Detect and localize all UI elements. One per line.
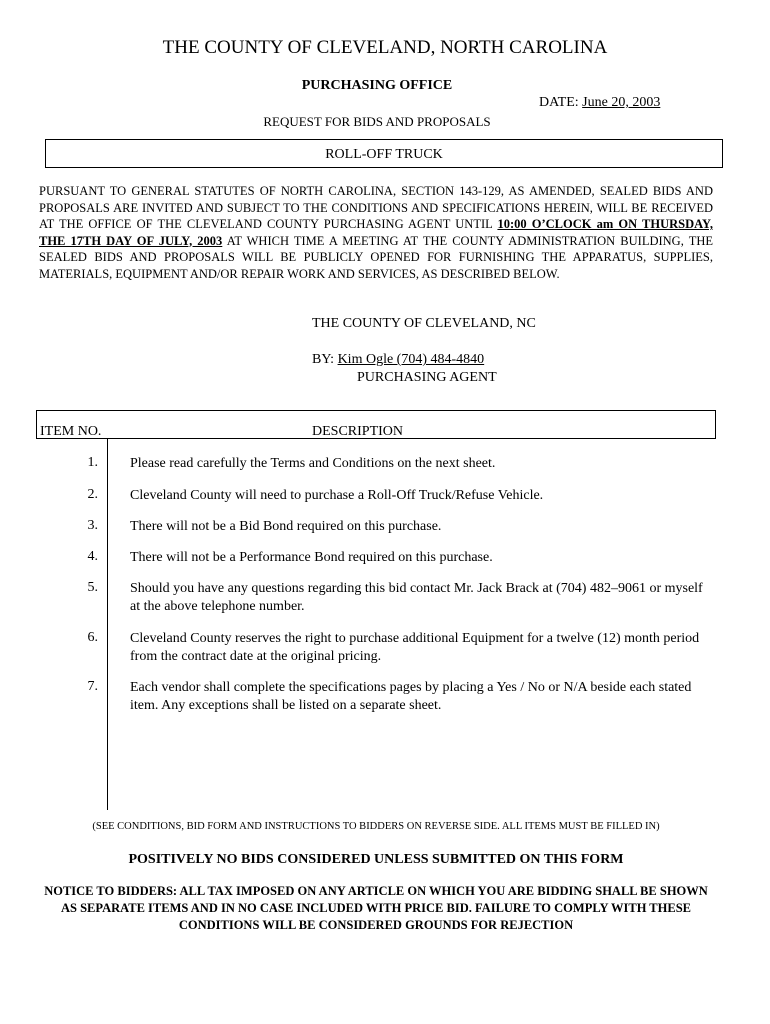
item-number: 6. (87, 630, 98, 645)
bid-deadline: 10:00 O’CLOCK am ON THURSDAY, THE 17TH DAY OF JULY, 2003 (39, 217, 713, 248)
item-number: 4. (87, 549, 98, 564)
item-number: 5. (87, 580, 98, 595)
item-number: 1. (87, 455, 98, 470)
signature-role: PURCHASING AGENT (357, 370, 497, 385)
purchasing-office-heading: PURCHASING OFFICE (301, 78, 453, 93)
item-description: Cleveland County will need to purchase a Roll-Off Truck/Refuse Vehicle. (130, 488, 544, 503)
positively-notice: POSITIVELY NO BIDS CONSIDERED UNLESS SUBMITTED ON THIS FORM (128, 852, 624, 867)
item-description: Should you have any questions regarding this bid contact Mr. Jack Brack at (704) 482–9061 or myself at the above telephone number. (130, 581, 703, 614)
item-description: There will not be a Bid Bond required on this purchase. (130, 519, 442, 534)
signature-county: THE COUNTY OF CLEVELAND, NC (312, 316, 536, 331)
agent-contact: Kim Ogle (704) 484-4840 (337, 352, 485, 367)
item-description: Cleveland County reserves the right to purchase additional Equipment for a twelve (12) month period from the contract date at the original pricing. (130, 631, 700, 664)
date-label: DATE: (539, 95, 579, 110)
table-column-divider (107, 439, 108, 810)
item-number: 2. (87, 487, 98, 502)
item-number: 3. (87, 518, 98, 533)
subject-title: ROLL-OFF TRUCK (325, 147, 443, 162)
item-description: Each vendor shall complete the specifications pages by placing a Yes / No or N/A beside each stated item. Any exceptions shall be listed on a separate sheet. (130, 680, 692, 713)
signature-by-line (312, 352, 484, 368)
column-header-item-no: ITEM NO. (40, 424, 102, 439)
notice-to-bidders: NOTICE TO BIDDERS: ALL TAX IMPOSED ON ANY ARTICLE ON WHICH YOU ARE BIDDING SHALL BE SHOWN AS SEPARATE ITEMS AND IN NO CASE INCLUDED WITH PRICE BID. FAILURE TO COMPLY WITH THESE CONDITIONS WILL BE CONSIDERED GROUNDS FOR REJECTION (44, 884, 708, 932)
pursuant-text-before: PURSUANT TO GENERAL STATUTES OF NORTH CAROLINA, SECTION 143-129, AS AMENDED, SEALED BIDS AND PROPOSALS ARE INVITED AND SUBJECT TO THE CONDITIONS AND SPECIFICATIONS HEREIN, WILL BE RECEIVED AT THE OFFICE OF THE CLEVELAND COUNTY PURCHASING AGENT UNTIL (39, 184, 713, 231)
item-description: Please read carefully the Terms and Conditions on the next sheet. (130, 456, 496, 471)
by-label: BY: (312, 352, 335, 367)
date-line (539, 95, 660, 111)
request-line: REQUEST FOR BIDS AND PROPOSALS (263, 114, 491, 129)
column-header-description: DESCRIPTION (312, 424, 404, 439)
item-number: 7. (87, 679, 98, 694)
item-description: There will not be a Performance Bond required on this purchase. (130, 550, 493, 565)
subject-box (45, 139, 723, 168)
pursuant-text-after: AT WHICH TIME A MEETING AT THE COUNTY ADMINISTRATION BUILDING, THE SEALED BIDS AND PROPOSALS WILL BE PUBLICLY OPENED FOR FURNISHING THE APPARATUS, SUPPLIES, MATERIALS, EQUIPMENT AND/OR REPAIR WORK AND SERVICES, AS DESCRIBED BELOW. (39, 233, 713, 281)
see-conditions-note: (SEE CONDITIONS, BID FORM AND INSTRUCTIONS TO BIDDERS ON REVERSE SIDE. ALL ITEMS MUST BE FILLED IN) (92, 821, 660, 832)
county-title: THE COUNTY OF CLEVELAND, NORTH CAROLINA (162, 37, 608, 58)
pursuant-paragraph (39, 183, 713, 282)
date-value: June 20, 2003 (582, 95, 661, 110)
